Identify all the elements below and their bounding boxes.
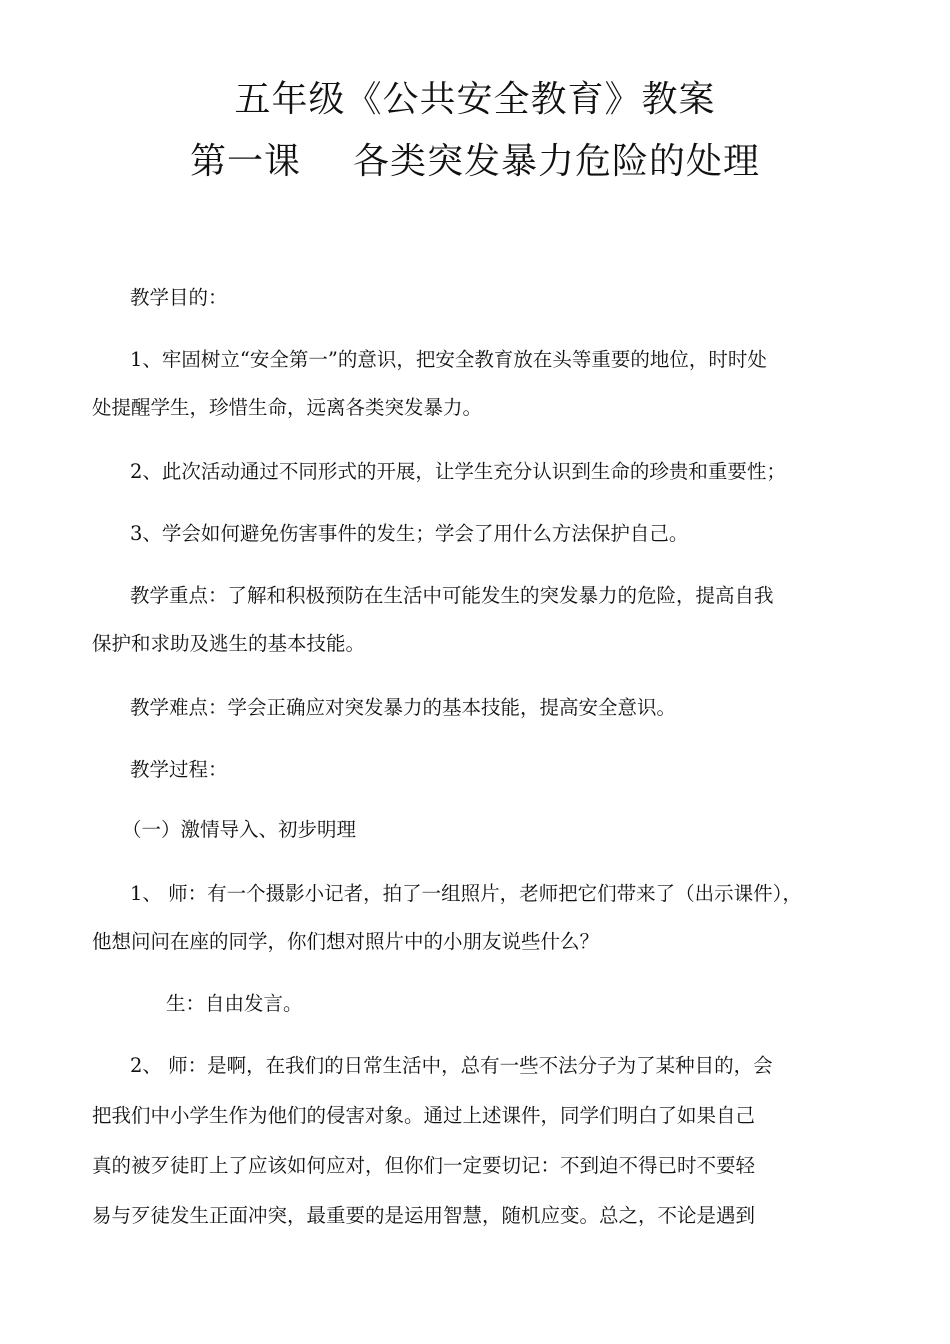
step-2-line-4: 易与歹徒发生正面冲突，最重要的是运用智慧，随机应变。总之，不论是遇到 xyxy=(92,1204,756,1227)
key-points-line-2: 保护和求助及逃生的基本技能。 xyxy=(92,632,366,655)
objective-1-line-1: 1、牢固树立“安全第一”的意识，把安全教育放在头等重要的地位，时时处 xyxy=(130,348,767,371)
objectives-heading: 教学目的： xyxy=(130,286,228,309)
lesson-title: 各类突发暴力危险的处理 xyxy=(353,141,761,182)
objective-3: 3、学会如何避免伤害事件的发生；学会了用什么方法保护自己。 xyxy=(130,522,689,545)
step-2-line-2: 把我们中小学生作为他们的侵害对象。通过上述课件，同学们明白了如果自己 xyxy=(92,1104,756,1127)
section-1-heading: （一）激情导入、初步明理 xyxy=(122,818,357,841)
lesson-heading xyxy=(0,140,950,184)
difficulties: 教学难点：学会正确应对突发暴力的基本技能，提高安全意识。 xyxy=(130,696,677,719)
student-response: 生：自由发言。 xyxy=(166,992,303,1015)
lesson-label: 第一课 xyxy=(189,141,301,182)
document-title: 五年级《公共安全教育》教案 xyxy=(234,79,716,120)
step-2-line-3: 真的被歹徒盯上了应该如何应对，但你们一定要切记：不到迫不得已时不要轻 xyxy=(92,1154,756,1177)
process-heading: 教学过程： xyxy=(130,758,228,781)
step-2-line-1: 2、 师：是啊，在我们的日常生活中，总有一些不法分子为了某种目的，会 xyxy=(130,1054,773,1077)
objective-2: 2、此次活动通过不同形式的开展，让学生充分认识到生命的珍贵和重要性； xyxy=(130,460,786,483)
objective-1-line-2: 处提醒学生，珍惜生命，远离各类突发暴力。 xyxy=(92,396,483,419)
step-1-line-1: 1、 师：有一个摄影小记者，拍了一组照片，老师把它们带来了（出示课件）， xyxy=(130,882,802,905)
step-1-line-2: 他想问问在座的同学，你们想对照片中的小朋友说些什么？ xyxy=(92,930,600,953)
key-points-line-1: 教学重点：了解和积极预防在生活中可能发生的突发暴力的危险，提高自我 xyxy=(130,584,774,607)
